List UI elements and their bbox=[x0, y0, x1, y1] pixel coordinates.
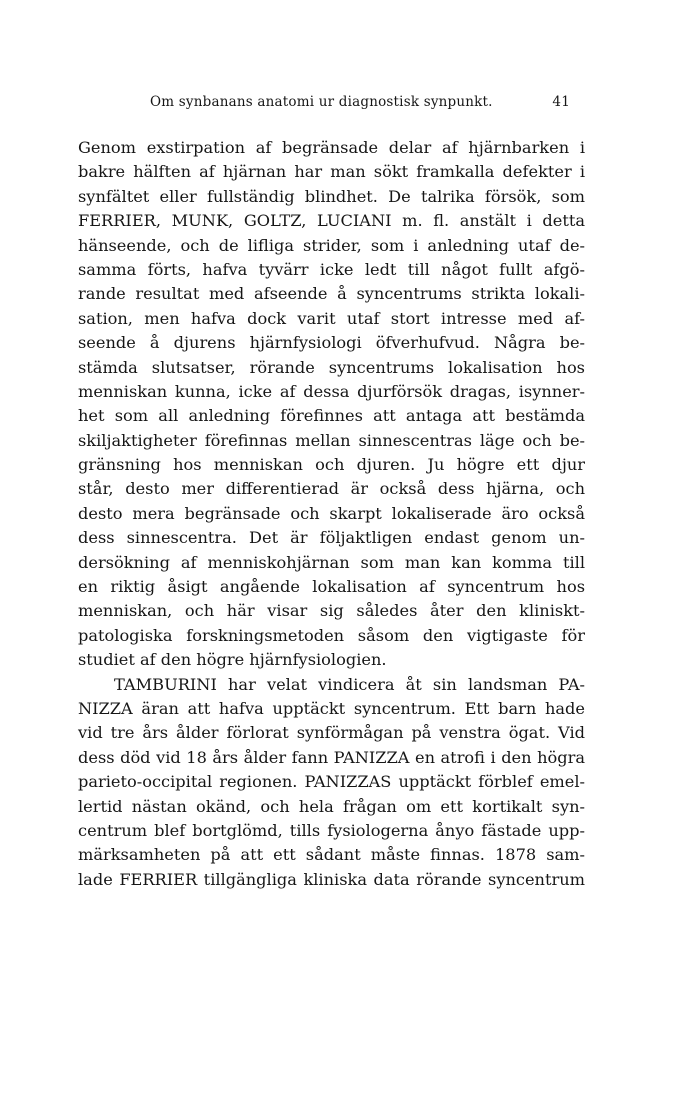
text-line: parieto-occipital regionen. PANIZZAS upptäckt förblef emel- bbox=[78, 772, 585, 792]
page-number: 41 bbox=[552, 94, 570, 110]
text-line: stämda slutsatser, rörande syncentrums lokalisation hos bbox=[78, 357, 585, 377]
text-line: hänseende, och de lifliga strider, som i anledning utaf de- bbox=[78, 235, 585, 255]
text-line: skiljaktigheter förefinnas mellan sinnescentras läge och be- bbox=[78, 430, 585, 450]
text-line: dess sinnescentra. Det är följaktligen endast genom un- bbox=[78, 528, 585, 548]
text-line: vid tre års ålder förlorat synförmågan på venstra ögat. Vid bbox=[78, 723, 585, 743]
text-line: menniskan, och här visar sig således åter den kliniskt- bbox=[78, 601, 585, 621]
text-line: bakre hälften af hjärnan har man sökt framkalla defekter i bbox=[78, 162, 585, 182]
text-line: NIZZA äran att hafva upptäckt syncentrum. Ett barn hade bbox=[78, 698, 585, 718]
text-line: står, desto mer differentierad är också dess hjärna, och bbox=[78, 479, 585, 499]
text-line: FERRIER, MUNK, GOLTZ, LUCIANI m. fl. anstält i detta bbox=[78, 211, 585, 231]
running-title: Om synbanans anatomi ur diagnostisk synpunkt. bbox=[150, 94, 493, 110]
text-line: samma förts, hafva tyvärr icke ledt till något fullt afgö- bbox=[78, 259, 585, 279]
running-header bbox=[150, 94, 570, 112]
text-line: gränsning hos menniskan och djuren. Ju högre ett djur bbox=[78, 455, 585, 475]
text-line: rande resultat med afseende å syncentrums strikta lokali- bbox=[78, 284, 585, 304]
text-line: dess död vid 18 års ålder fann PANIZZA en atrofi i den högra bbox=[78, 747, 585, 767]
text-line: centrum blef bortglömd, tills fysiologerna ånyo fästade upp- bbox=[78, 820, 585, 840]
text-line: patologiska forskningsmetoden såsom den vigtigaste för bbox=[78, 625, 585, 645]
text-line: dersökning af menniskohjärnan som man kan komma till bbox=[78, 552, 585, 572]
text-line: Genom exstirpation af begränsade delar af hjärnbarken i bbox=[78, 138, 585, 157]
text-line: menniskan kunna, icke af dessa djurförsök dragas, isynner- bbox=[78, 381, 585, 401]
body-text bbox=[78, 136, 585, 892]
text-line: sation, men hafva dock varit utaf stort intresse med af- bbox=[78, 308, 585, 328]
text-line: synfältet eller fullständig blindhet. De talrika försök, som bbox=[78, 186, 585, 206]
text-line: lertid nästan okänd, och hela frågan om ett kortikalt syn- bbox=[78, 796, 585, 816]
text-line: märksamheten på att ett sådant måste finnas. 1878 sam- bbox=[78, 845, 585, 865]
text-line: desto mera begränsade och skarpt lokaliserade äro också bbox=[78, 503, 585, 523]
text-line: het som all anledning förefinnes att antaga att bestämda bbox=[78, 406, 585, 426]
text-line: seende å djurens hjärnfysiologi öfverhufvud. Några be- bbox=[78, 333, 585, 353]
text-line: studiet af den högre hjärnfysiologien. bbox=[78, 650, 387, 670]
text-line: en riktig åsigt angående lokalisation af syncentrum hos bbox=[78, 577, 585, 597]
text-line: lade FERRIER tillgängliga kliniska data rörande syncentrum bbox=[78, 869, 585, 889]
text-line: TAMBURINI har velat vindicera åt sin landsman PA- bbox=[114, 674, 585, 694]
